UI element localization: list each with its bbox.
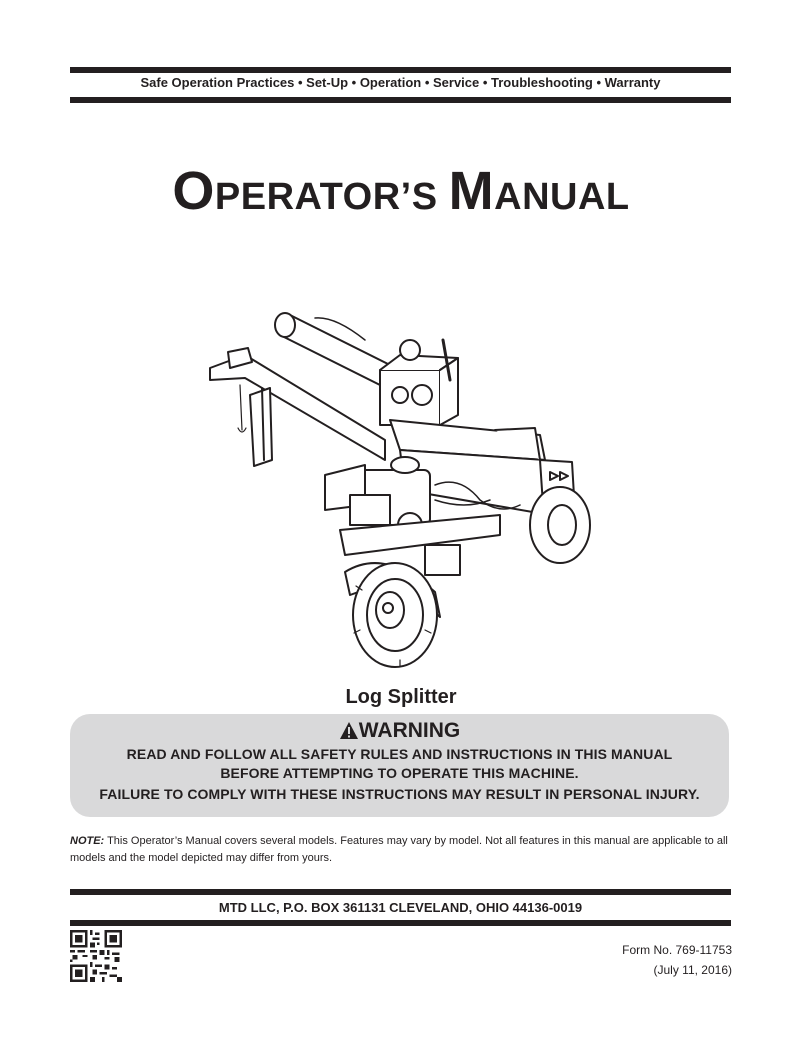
qr-code-icon (70, 930, 122, 982)
title-initial-m: M (448, 161, 495, 221)
warning-heading-row (70, 719, 729, 743)
form-number: Form No. 769-11753 (622, 943, 732, 957)
product-name: Log Splitter (345, 686, 457, 708)
warning-line-3: FAILURE TO COMPLY WITH THESE INSTRUCTIONS MAY RESULT IN PERSONAL INJURY. (99, 786, 700, 802)
model-note (70, 833, 731, 867)
title-initial-o: O (172, 161, 215, 221)
log-splitter-illustration (200, 300, 610, 670)
warning-line-1: READ AND FOLLOW ALL SAFETY RULES AND INSTRUCTIONS IN THIS MANUAL (126, 746, 673, 762)
section-nav-text: Safe Operation Practices • Set-Up • Operation • Service • Troubleshooting • Warranty (140, 75, 661, 90)
title-word-manual: ANUAL (494, 176, 630, 218)
page-title (0, 160, 802, 222)
form-number-block (622, 940, 732, 980)
note-label: NOTE: (70, 835, 105, 847)
footer-rule-lower (70, 920, 731, 926)
company-address: MTD LLC, P.O. BOX 361131 CLEVELAND, OHIO 44136-0019 (218, 900, 583, 915)
top-rule-lower (70, 97, 731, 103)
top-rule-upper (70, 67, 731, 73)
warning-heading: WARNING (358, 719, 461, 742)
warning-box (70, 714, 729, 817)
warning-line-2: BEFORE ATTEMPTING TO OPERATE THIS MACHINE. (220, 765, 579, 781)
warning-triangle-icon (339, 721, 359, 740)
footer-rule-upper (70, 889, 731, 895)
note-text: This Operator’s Manual covers several models. Features may vary by model. Not all features in this manual are applicable to all models and the model depicted may differ from yours. (70, 835, 728, 864)
title-word-operators: PERATOR’S (214, 176, 449, 218)
form-date: (July 11, 2016) (653, 963, 732, 977)
